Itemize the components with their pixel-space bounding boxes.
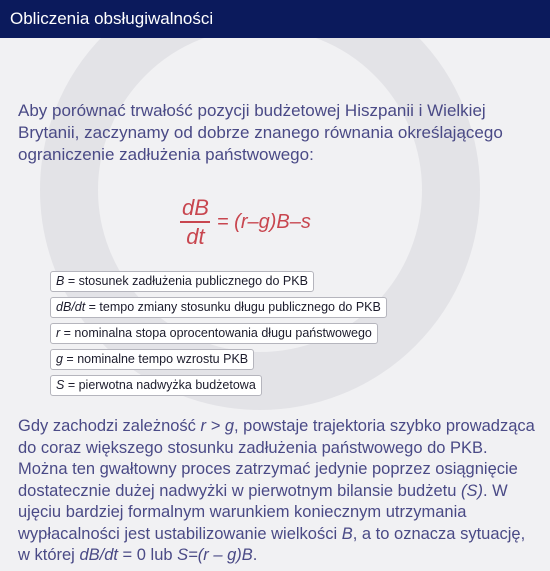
definition-item	[50, 375, 262, 396]
definition-symbol: dB/dt	[56, 300, 86, 314]
fraction-numerator: dB	[182, 195, 209, 220]
outro-text: = 0 lub	[117, 546, 178, 564]
definition-symbol: g	[56, 352, 63, 366]
definition-text: = stosunek zadłużenia publicznego do PKB	[64, 274, 308, 288]
definition-symbol: B	[56, 274, 65, 288]
definitions-list	[50, 271, 387, 401]
definition-symbol: r	[56, 326, 61, 340]
definition-item	[50, 297, 387, 318]
outro-text: , a to oznacza sytuację, w której	[18, 524, 526, 564]
derivative-fraction	[180, 196, 211, 249]
definition-text: = nominalne tempo wzrostu PKB	[62, 352, 249, 366]
outro-equation: dB/dt	[79, 546, 118, 564]
outro-text: . W ujęciu bardziej formalnym warunkiem koniecznym utrzymania wypłacalności jest ustabilizowanie wielkości	[18, 481, 508, 543]
debt-equation	[180, 196, 311, 249]
definition-text: = tempo zmiany stosunku długu publicznego do PKB	[85, 300, 381, 314]
outro-text: .	[252, 546, 258, 564]
definition-symbol: S	[56, 378, 65, 392]
definition-text: = pierwotna nadwyżka budżetowa	[64, 378, 256, 392]
outro-text: Gdy zachodzi zależność	[18, 417, 201, 435]
fraction-denominator: dt	[186, 224, 205, 249]
definition-item	[50, 323, 378, 344]
definition-text: = nominalna stopa oprocentowania długu państwowego	[60, 326, 372, 340]
fraction-bar	[180, 221, 210, 223]
panel-title: Obliczenia obsługiwalności	[10, 9, 214, 28]
outro-symbol: B	[341, 524, 353, 543]
panel-header	[0, 0, 550, 38]
equation-rhs: = (r–g)B–s	[216, 211, 311, 233]
definition-item	[50, 271, 314, 292]
definition-item	[50, 349, 254, 370]
outro-symbol: (S)	[461, 481, 483, 500]
outro-paragraph	[18, 416, 538, 567]
intro-paragraph: Aby porównać trwałość pozycji budżetowej Hiszpanii i Wielkiej Brytanii, zaczynamy od dobrze znanego równania określającego ograniczenie zadłużenia państwowego:	[18, 101, 503, 164]
outro-text: , powstaje trajektoria szybko prowadząca do coraz większego stosunku zadłużenia państwowego do PKB. Można ten gwałtowny proces zatrzymać jedynie poprzez osiągnięcie dostatecznie dużej nadwyżki w pierwotnym bilansie budżetu	[18, 417, 535, 500]
outro-condition: r > g	[200, 417, 234, 435]
outro-equation: S=(r – g)B	[177, 546, 253, 564]
